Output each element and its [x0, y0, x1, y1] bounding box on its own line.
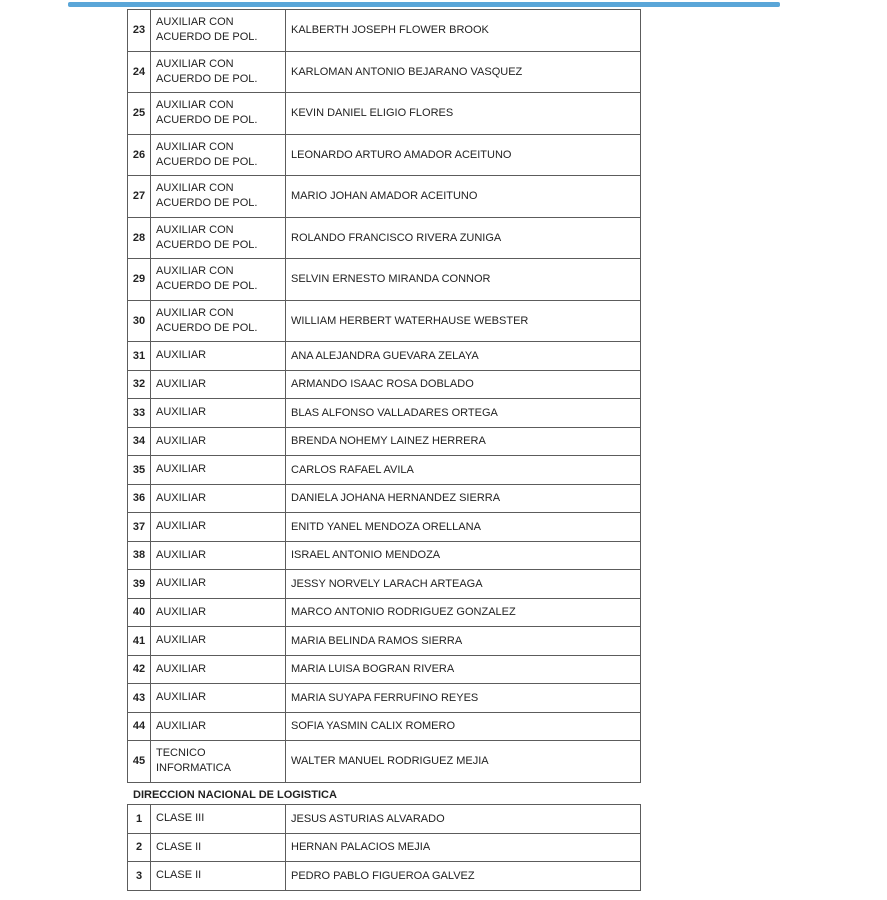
row-number: 45 [128, 741, 151, 783]
table-row [128, 712, 641, 741]
row-number: 37 [128, 513, 151, 542]
table-row [128, 833, 641, 862]
position-text: AUXILIAR [156, 548, 207, 561]
row-name: MARIA SUYAPA FERRUFINO REYES [286, 684, 641, 713]
row-name: PEDRO PABLO FIGUEROA GALVEZ [286, 862, 641, 891]
table-row [128, 541, 641, 570]
row-position [151, 684, 286, 713]
row-name: WILLIAM HERBERT WATERHAUSE WEBSTER [286, 300, 641, 342]
table-row [128, 10, 641, 52]
row-name: HERNAN PALACIOS MEJIA [286, 833, 641, 862]
table-row [128, 259, 641, 301]
row-number: 38 [128, 541, 151, 570]
table-row [128, 427, 641, 456]
row-number: 1 [128, 805, 151, 834]
row-number: 24 [128, 51, 151, 93]
table-row [128, 342, 641, 371]
table-row [128, 217, 641, 259]
row-position [151, 513, 286, 542]
row-name: BRENDA NOHEMY LAINEZ HERRERA [286, 427, 641, 456]
position-text: AUXILIAR CON ACUERDO DE POL. [156, 265, 258, 293]
table-row [128, 176, 641, 218]
row-position [151, 805, 286, 834]
table-row [128, 399, 641, 428]
row-number: 27 [128, 176, 151, 218]
row-number: 23 [128, 10, 151, 52]
row-position [151, 51, 286, 93]
position-text: AUXILIAR CON ACUERDO DE POL. [156, 182, 258, 210]
row-name: MARIO JOHAN AMADOR ACEITUNO [286, 176, 641, 218]
position-text: AUXILIAR [156, 463, 207, 476]
row-number: 44 [128, 712, 151, 741]
row-number: 30 [128, 300, 151, 342]
row-number: 26 [128, 134, 151, 176]
row-position [151, 176, 286, 218]
row-name: WALTER MANUEL RODRIGUEZ MEJIA [286, 741, 641, 783]
section-title: DIRECCION NACIONAL DE LOGISTICA [133, 789, 337, 801]
position-text: AUXILIAR CON ACUERDO DE POL. [156, 306, 258, 334]
row-position [151, 300, 286, 342]
table-row [128, 484, 641, 513]
logistics-personnel-table [127, 804, 641, 891]
table-row [128, 370, 641, 399]
row-number: 35 [128, 456, 151, 485]
position-text: TECNICO INFORMATICA [156, 747, 231, 775]
table-row [128, 598, 641, 627]
table-row [128, 456, 641, 485]
position-text: AUXILIAR CON ACUERDO DE POL. [156, 16, 258, 44]
position-text: AUXILIAR CON ACUERDO DE POL. [156, 99, 258, 127]
row-name: KEVIN DANIEL ELIGIO FLORES [286, 93, 641, 135]
row-name: ISRAEL ANTONIO MENDOZA [286, 541, 641, 570]
row-position [151, 427, 286, 456]
table-row [128, 51, 641, 93]
row-position [151, 370, 286, 399]
table-row [128, 684, 641, 713]
row-number: 32 [128, 370, 151, 399]
position-text: AUXILIAR [156, 691, 207, 704]
row-name: MARIA LUISA BOGRAN RIVERA [286, 655, 641, 684]
table-row [128, 741, 641, 783]
row-number: 40 [128, 598, 151, 627]
row-position [151, 541, 286, 570]
table-row [128, 627, 641, 656]
position-text: AUXILIAR CON ACUERDO DE POL. [156, 223, 258, 251]
table-row [128, 134, 641, 176]
table-row [128, 93, 641, 135]
row-name: ARMANDO ISAAC ROSA DOBLADO [286, 370, 641, 399]
position-text: CLASE III [156, 812, 205, 825]
row-name: CARLOS RAFAEL AVILA [286, 456, 641, 485]
table-row [128, 862, 641, 891]
table-row [128, 513, 641, 542]
row-position [151, 456, 286, 485]
row-name: JESSY NORVELY LARACH ARTEAGA [286, 570, 641, 599]
position-text: AUXILIAR [156, 377, 207, 390]
table-row [128, 570, 641, 599]
position-text: AUXILIAR [156, 434, 207, 447]
row-name: ENITD YANEL MENDOZA ORELLANA [286, 513, 641, 542]
row-name: ANA ALEJANDRA GUEVARA ZELAYA [286, 342, 641, 371]
row-number: 33 [128, 399, 151, 428]
row-position [151, 93, 286, 135]
row-position [151, 741, 286, 783]
row-name: MARCO ANTONIO RODRIGUEZ GONZALEZ [286, 598, 641, 627]
row-number: 34 [128, 427, 151, 456]
row-position [151, 484, 286, 513]
personnel-table [127, 9, 641, 783]
position-text: CLASE II [156, 869, 202, 882]
row-number: 36 [128, 484, 151, 513]
row-number: 28 [128, 217, 151, 259]
row-position [151, 712, 286, 741]
row-name: BLAS ALFONSO VALLADARES ORTEGA [286, 399, 641, 428]
row-name: MARIA BELINDA RAMOS SIERRA [286, 627, 641, 656]
row-name: SELVIN ERNESTO MIRANDA CONNOR [286, 259, 641, 301]
row-number: 25 [128, 93, 151, 135]
row-name: KARLOMAN ANTONIO BEJARANO VASQUEZ [286, 51, 641, 93]
row-name: JESUS ASTURIAS ALVARADO [286, 805, 641, 834]
row-name: LEONARDO ARTURO AMADOR ACEITUNO [286, 134, 641, 176]
position-text: AUXILIAR [156, 349, 207, 362]
row-position [151, 134, 286, 176]
table-row [128, 655, 641, 684]
row-position [151, 10, 286, 52]
row-position [151, 570, 286, 599]
row-number: 31 [128, 342, 151, 371]
row-position [151, 833, 286, 862]
row-number: 41 [128, 627, 151, 656]
row-name: KALBERTH JOSEPH FLOWER BROOK [286, 10, 641, 52]
row-position [151, 259, 286, 301]
row-position [151, 217, 286, 259]
row-name: DANIELA JOHANA HERNANDEZ SIERRA [286, 484, 641, 513]
row-number: 29 [128, 259, 151, 301]
position-text: AUXILIAR [156, 634, 207, 647]
page-top-border [68, 2, 780, 7]
position-text: AUXILIAR CON ACUERDO DE POL. [156, 140, 258, 168]
row-position [151, 862, 286, 891]
row-number: 2 [128, 833, 151, 862]
row-number: 42 [128, 655, 151, 684]
position-text: AUXILIAR [156, 406, 207, 419]
row-number: 43 [128, 684, 151, 713]
position-text: AUXILIAR [156, 520, 207, 533]
row-position [151, 598, 286, 627]
position-text: AUXILIAR CON ACUERDO DE POL. [156, 57, 258, 85]
table-row [128, 300, 641, 342]
row-number: 39 [128, 570, 151, 599]
position-text: CLASE II [156, 840, 202, 853]
position-text: AUXILIAR [156, 577, 207, 590]
row-position [151, 627, 286, 656]
row-number: 3 [128, 862, 151, 891]
position-text: AUXILIAR [156, 662, 207, 675]
row-position [151, 399, 286, 428]
table-row [128, 805, 641, 834]
position-text: AUXILIAR [156, 719, 207, 732]
position-text: AUXILIAR [156, 491, 207, 504]
row-position [151, 342, 286, 371]
row-name: ROLANDO FRANCISCO RIVERA ZUNIGA [286, 217, 641, 259]
row-position [151, 655, 286, 684]
row-name: SOFIA YASMIN CALIX ROMERO [286, 712, 641, 741]
position-text: AUXILIAR [156, 605, 207, 618]
